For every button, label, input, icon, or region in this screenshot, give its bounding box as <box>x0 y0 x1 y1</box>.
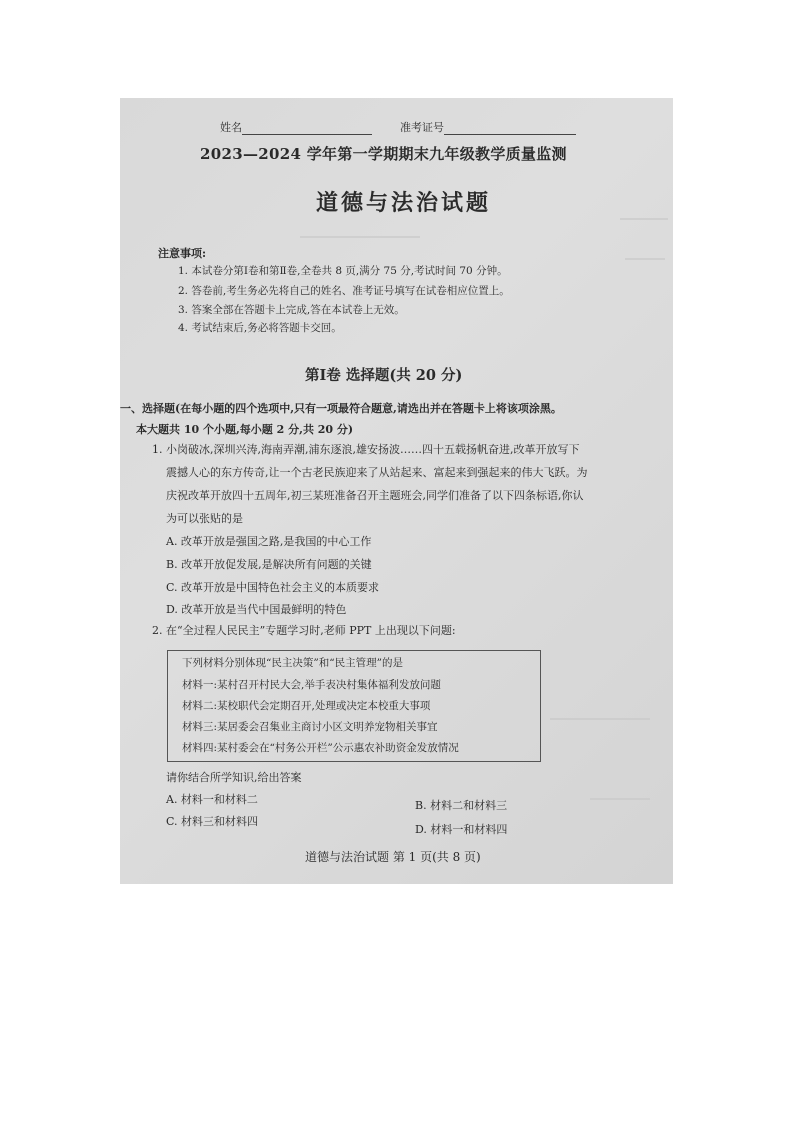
question-2-option-c: C. 材料三和材料四 <box>166 815 259 828</box>
notes-heading: 注意事项: <box>158 247 207 260</box>
question-2-prompt: 请你结合所学知识,给出答案 <box>166 771 302 784</box>
name-label: 姓名 <box>220 121 242 134</box>
question-1-option-a: A. 改革开放是强国之路,是我国的中心工作 <box>166 535 372 548</box>
bleed-through-mark <box>590 798 650 800</box>
material-line: 下列材料分别体现“民主决策”和“民主管理”的是 <box>182 657 403 669</box>
exam-page-photo <box>120 98 673 884</box>
question-2-material-box <box>167 650 541 762</box>
question-2-stem: 2. 在“全过程人民民主”专题学习时,老师 PPT 上出现以下问题: <box>152 624 456 637</box>
question-2-option-a: A. 材料一和材料二 <box>166 793 258 806</box>
question-1-line: 为可以张贴的是 <box>166 512 243 525</box>
note-item: 3. 答案全部在答题卡上完成,答在本试卷上无效。 <box>178 304 405 316</box>
exam-id-label: 准考证号 <box>400 121 444 134</box>
question-1-option-b: B. 改革开放促发展,是解决所有问题的关键 <box>166 558 372 571</box>
question-1-line: 震撼人心的东方传奇,让一个古老民族迎来了从站起来、富起来到强起来的伟大飞跃。为 <box>166 466 588 479</box>
material-line: 材料一:某村召开村民大会,举手表决村集体福利发放问题 <box>182 679 441 691</box>
bleed-through-mark <box>550 718 650 720</box>
section-instruction: 本大题共 10 个小题,每小题 2 分,共 20 分) <box>136 423 354 436</box>
question-2-option-b: B. 材料二和材料三 <box>415 799 508 812</box>
question-2-option-d: D. 材料一和材料四 <box>415 823 508 836</box>
exam-id-blank <box>444 123 576 135</box>
note-item: 2. 答卷前,考生务必先将自己的姓名、准考证号填写在试卷相应位置上。 <box>178 285 510 297</box>
question-1-option-d: D. 改革开放是当代中国最鲜明的特色 <box>166 603 347 616</box>
question-1-line: 庆祝改革开放四十五周年,初三某班准备召开主题班会,同学们准备了以下四条标语,你认 <box>166 489 584 502</box>
question-1-option-c: C. 改革开放是中国特色社会主义的本质要求 <box>166 581 380 594</box>
exam-title: 道德与法治试题 <box>316 190 492 216</box>
page-footer: 道德与法治试题 第 1 页(共 8 页) <box>305 850 481 864</box>
exam-id-field <box>400 119 576 135</box>
question-1-line: 1. 小岗破冰,深圳兴涛,海南弄潮,浦东逐浪,雄安扬波……四十五载扬帆奋进,改革开放写下 <box>152 443 580 456</box>
name-field <box>220 119 372 135</box>
note-item: 4. 考试结束后,务必将答题卡交回。 <box>178 322 342 334</box>
bleed-through-mark <box>625 258 665 260</box>
note-item: 1. 本试卷分第Ⅰ卷和第Ⅱ卷,全卷共 8 页,满分 75 分,考试时间 70 分钟。 <box>178 265 508 277</box>
material-line: 材料三:某居委会召集业主商讨小区文明养宠物相关事宜 <box>182 721 438 733</box>
section-title: 第Ⅰ卷 选择题(共 20 分) <box>305 367 463 384</box>
material-line: 材料四:某村委会在“村务公开栏”公示惠农补助资金发放情况 <box>182 742 459 754</box>
bleed-through-mark <box>300 236 420 238</box>
material-line: 材料二:某校职代会定期召开,处理或决定本校重大事项 <box>182 700 431 712</box>
exam-subtitle: 2023—2024 学年第一学期期末九年级教学质量监测 <box>200 145 567 163</box>
name-blank <box>242 123 372 135</box>
section-instruction: 一、选择题(在每小题的四个选项中,只有一项最符合题意,请选出并在答题卡上将该项涂黑。 <box>120 402 562 415</box>
bleed-through-mark <box>620 218 668 220</box>
